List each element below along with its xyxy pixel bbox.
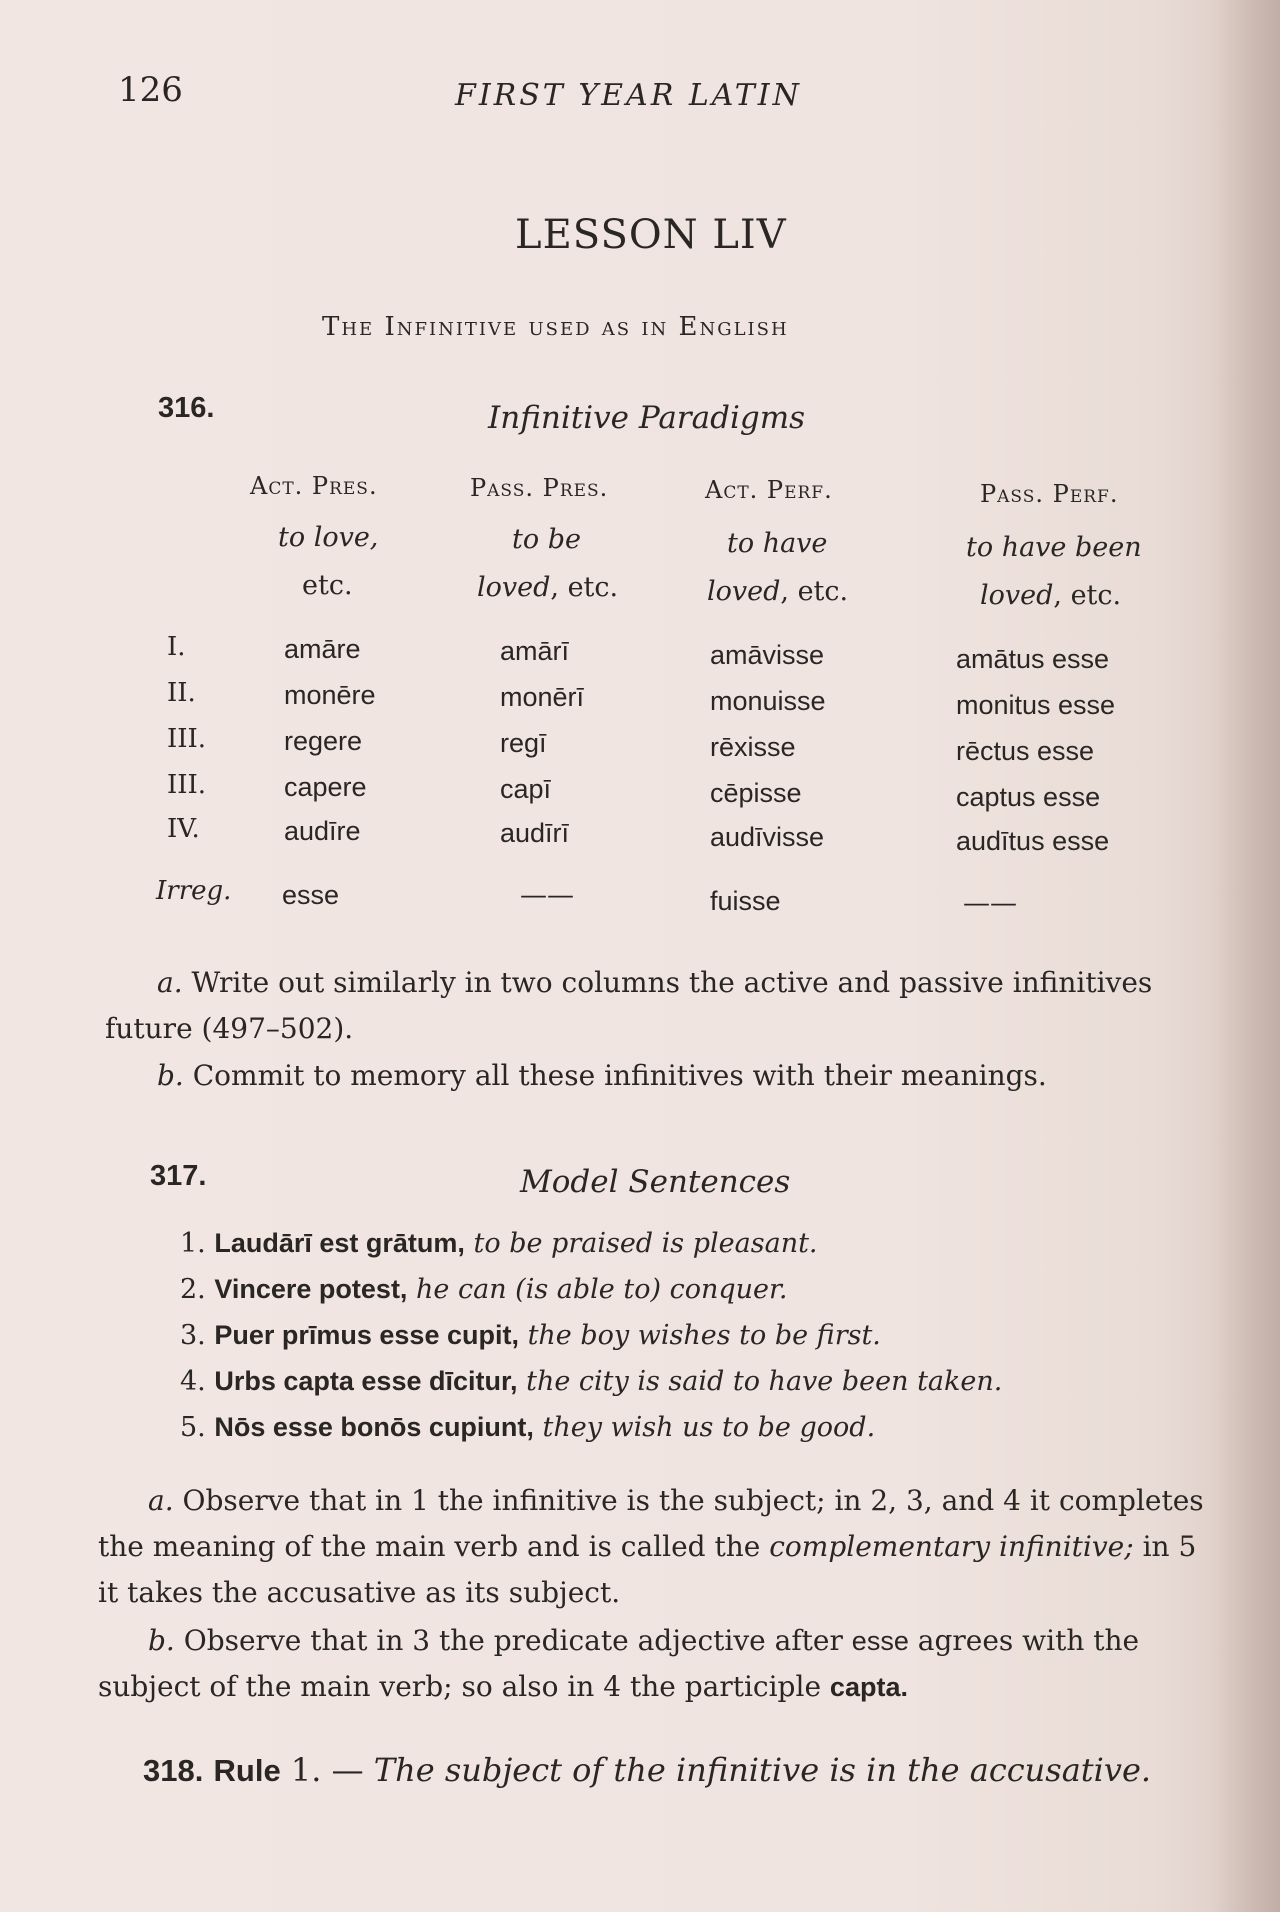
meaning-act-perf-1: to have [727, 528, 828, 559]
list-item: 5. Nōs esse bonōs cupiunt, they wish us to be good. [180, 1412, 876, 1443]
col-head-act-perf: Act. Perf. [705, 476, 833, 504]
list-item: 2. Vincere potest, he can (is able to) conquer. [180, 1274, 788, 1305]
pass-pres-form: —— [520, 880, 574, 911]
meaning-act-pres-2: etc. [302, 570, 353, 601]
col-head-pass-perf: Pass. Perf. [980, 480, 1119, 508]
act-pres-form: regere [284, 726, 363, 756]
act-perf-form: cēpisse [710, 778, 802, 808]
row-label: Irreg. [156, 876, 232, 906]
meaning-pass-pres-2: loved, etc. [477, 572, 619, 603]
note-316-b: b. Commit to memory all these infinitives with their meanings. [157, 1059, 1047, 1092]
row-label: I. [167, 632, 186, 662]
pass-perf-form: monitus esse [956, 690, 1116, 720]
act-pres-form: amāre [284, 634, 361, 664]
meaning-pass-perf-1: to have been [966, 532, 1142, 563]
meaning-pass-perf-2: loved, etc. [980, 580, 1122, 611]
page-number: 126 [118, 70, 183, 110]
list-item: 4. Urbs capta esse dīcitur, the city is said to have been taken. [180, 1366, 1003, 1397]
row-label: III. [167, 724, 207, 754]
lesson-subtitle: The Infinitive used as in English [322, 312, 789, 342]
act-pres-form: capere [284, 772, 367, 802]
act-perf-form: fuisse [710, 886, 781, 916]
section-317-number: 317. [150, 1160, 207, 1192]
act-perf-form: audīvisse [710, 822, 825, 852]
act-perf-form: amāvisse [710, 640, 825, 670]
list-item: 3. Puer prīmus esse cupit, the boy wishes to be first. [180, 1320, 881, 1351]
page-edge-shadow [1210, 0, 1280, 1912]
section-316-number: 316. [158, 392, 215, 424]
pass-perf-form: rēctus esse [956, 736, 1095, 766]
section-316-title: Infinitive Paradigms [488, 400, 806, 436]
row-label: II. [167, 678, 196, 708]
row-label: III. [167, 770, 207, 800]
lesson-title: LESSON LIV [515, 212, 787, 258]
running-title: FIRST YEAR LATIN [455, 78, 802, 113]
act-perf-form: monuisse [710, 686, 826, 716]
row-label: IV. [167, 814, 200, 844]
rule-318: 318. Rule 1. — The subject of the infinitive is in the accusative. [143, 1751, 1152, 1789]
act-pres-form: esse [282, 880, 340, 910]
note-316-a: a. Write out similarly in two columns the active and passive infinitives future (497–502). [105, 966, 1153, 1045]
pass-pres-form: capī [500, 774, 552, 804]
section-317-title: Model Sentences [520, 1164, 791, 1200]
pass-perf-form: audītus esse [956, 826, 1110, 856]
pass-pres-form: audīrī [500, 818, 570, 848]
note-317-b: b. Observe that in 3 the predicate adjective after esse agrees with the subject of the main verb; so also in 4 the participle capta. [98, 1624, 1140, 1703]
note-317-a: a. Observe that in 1 the infinitive is the subject; in 2, 3, and 4 it completes the meaning of the main verb and is called the complementary infinitive; in 5 it takes the accusative as its subject. [98, 1484, 1204, 1609]
meaning-act-perf-2: loved, etc. [707, 576, 849, 607]
pass-perf-form: captus esse [956, 782, 1101, 812]
pass-pres-form: regī [500, 728, 547, 758]
act-perf-form: rēxisse [710, 732, 796, 762]
pass-perf-form: amātus esse [956, 644, 1110, 674]
pass-perf-form: —— [963, 888, 1017, 919]
pass-pres-form: amārī [500, 636, 570, 666]
meaning-pass-pres-1: to be [512, 524, 581, 555]
meaning-act-pres-1: to love, [278, 522, 379, 553]
list-item: 1. Laudārī est grātum, to be praised is pleasant. [180, 1228, 818, 1259]
act-pres-form: audīre [284, 816, 361, 846]
act-pres-form: monēre [284, 680, 376, 710]
col-head-act-pres: Act. Pres. [250, 472, 378, 500]
col-head-pass-pres: Pass. Pres. [470, 474, 609, 502]
pass-pres-form: monērī [500, 682, 585, 712]
